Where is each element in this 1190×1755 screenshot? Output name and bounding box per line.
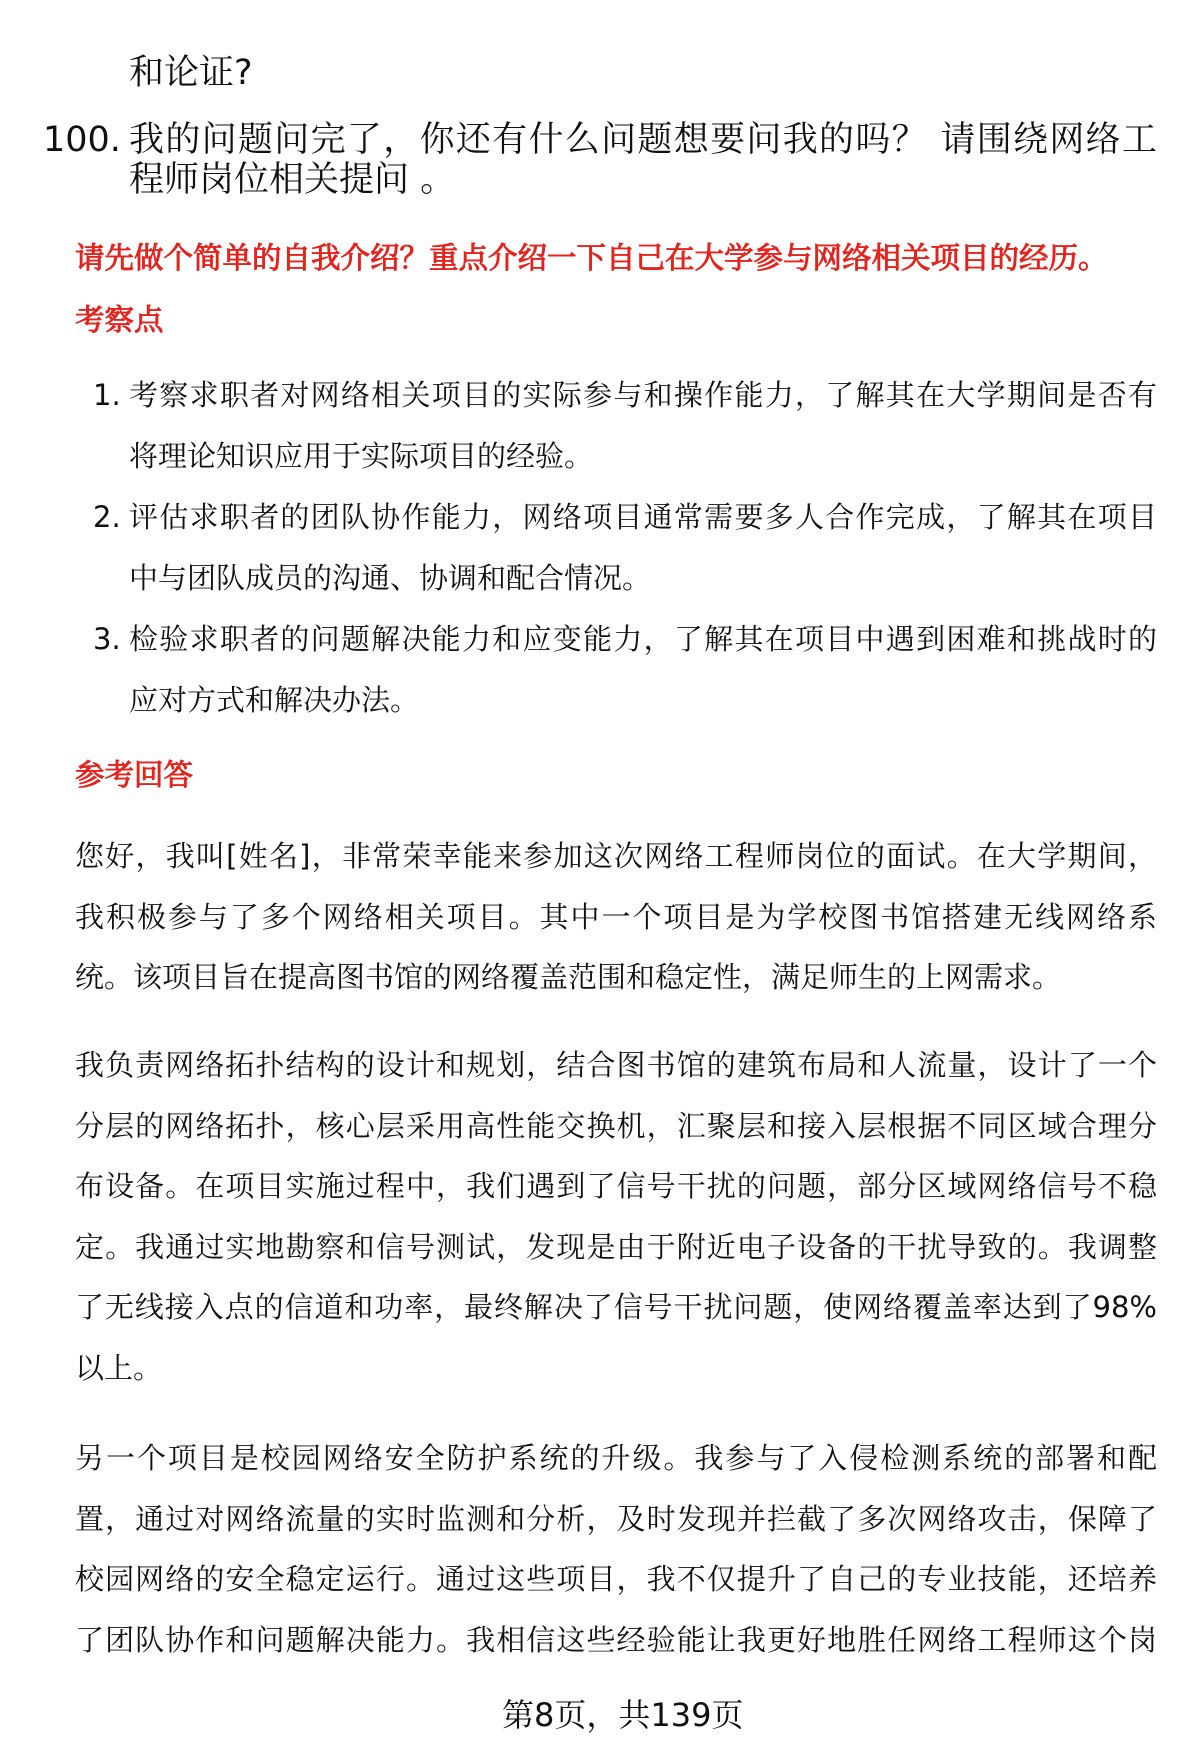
list-item: [75, 487, 1157, 609]
answer-paragraph: [75, 1428, 1157, 1670]
question-number: 100.: [43, 120, 121, 160]
paragraph-line: 另一个项目是校园网络安全防护系统的升级。我参与了入侵检测系统的部署和配: [75, 1441, 1157, 1475]
answer-paragraph: [75, 1035, 1157, 1399]
paragraph-line: 布设备。在项目实施过程中，我们遇到了信号干扰的问题，部分区域网络信号不稳: [75, 1169, 1157, 1204]
paragraph-line: 校园网络的安全稳定运行。通过这些项目，我不仅提升了自己的专业技能，还培养: [75, 1562, 1157, 1597]
paragraph-line: 以上。: [75, 1350, 163, 1385]
list-item: [75, 365, 1157, 487]
paragraph-line: 定。我通过实地勘察和信号测试，发现是由于附近电子设备的干扰导致的。我调整: [75, 1229, 1157, 1264]
paragraph-line: 我负责网络拓扑结构的设计和规划，结合图书馆的建筑布局和人流量，设计了一个: [75, 1048, 1157, 1082]
list-item-number: 1.: [93, 378, 121, 412]
list-item-line: 应对方式和解决办法。: [129, 683, 420, 717]
answer-paragraph: [75, 826, 1157, 1008]
paragraph-line: 了无线接入点的信道和功率，最终解决了信号干扰问题，使网络覆盖率达到了98%: [75, 1290, 1157, 1325]
reference-answer-heading: 参考回答: [75, 758, 194, 792]
list-item-line: 评估求职者的团队协作能力，网络项目通常需要多人合作完成，了解其在项目: [129, 500, 1157, 534]
question-text-line: 我的问题问完了，你还有什么问题想要问我的吗？ 请围绕网络工: [129, 120, 1157, 160]
paragraph-line: 了团队协作和问题解决能力。我相信这些经验能让我更好地胜任网络工程师这个岗: [75, 1622, 1157, 1657]
list-item-line: 将理论知识应用于实际项目的经验。: [129, 439, 594, 473]
interview-prompt-heading: 请先做个简单的自我介绍？重点介绍一下自己在大学参与网络相关项目的经历。: [75, 241, 1108, 275]
paragraph-line: 您好，我叫[姓名]，非常荣幸能来参加这次网络工程师岗位的面试。在大学期间，: [75, 839, 1157, 873]
list-item: [75, 609, 1157, 731]
previous-question-tail: 和论证?: [129, 53, 253, 93]
paragraph-line: 统。该项目旨在提高图书馆的网络覆盖范围和稳定性，满足师生的上网需求。: [75, 960, 1062, 995]
assessment-list: [75, 365, 1157, 731]
list-item-number: 3.: [93, 622, 121, 656]
paragraph-line: 置，通过对网络流量的实时监测和分析，及时发现并拦截了多次网络攻击，保障了: [75, 1501, 1157, 1536]
paragraph-line: 分层的网络拓扑，核心层采用高性能交换机，汇聚层和接入层根据不同区域合理分: [75, 1108, 1157, 1143]
paragraph-line: 我积极参与了多个网络相关项目。其中一个项目是为学校图书馆搭建无线网络系: [75, 899, 1157, 934]
question-text-line: 程师岗位相关提问 。: [129, 160, 456, 200]
list-item-number: 2.: [93, 500, 121, 534]
assessment-heading: 考察点: [75, 303, 164, 337]
list-item-line: 中与团队成员的沟通、协调和配合情况。: [129, 561, 652, 595]
list-item-line: 考察求职者对网络相关项目的实际参与和操作能力，了解其在大学期间是否有: [129, 378, 1157, 412]
list-item-line: 检验求职者的问题解决能力和应变能力，了解其在项目中遇到困难和挑战时的: [129, 622, 1157, 656]
page-number: 第8页，共139页: [502, 1696, 744, 1734]
